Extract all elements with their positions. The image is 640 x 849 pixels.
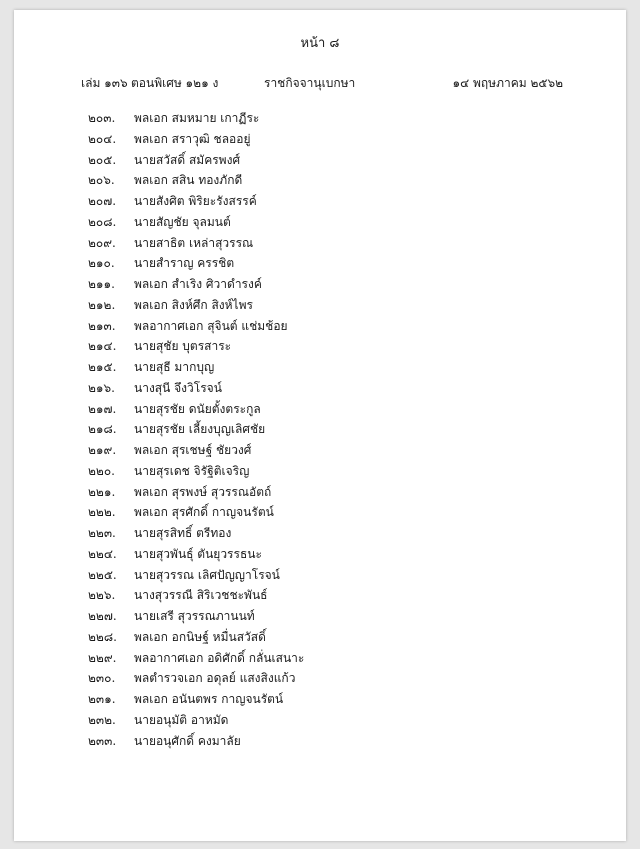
list-item [88, 170, 304, 191]
entry-name: นายสำราญ ครรชิต [134, 256, 235, 271]
list-item [88, 274, 304, 295]
entry-number: ๒๑๒. [88, 297, 116, 312]
entry-number: ๒๐๘. [88, 214, 117, 229]
entry-number: ๒๒๙. [88, 650, 117, 665]
entry-name: นางสุวรรณี สิริเวชชะพันธ์ [134, 588, 268, 603]
entry-name: นายสุรชัย เลี้ยงบุญเลิศชัย [134, 422, 266, 437]
entry-name: นายสังศิต พิริยะรังสรรค์ [134, 194, 257, 208]
entry-name: นายสัญชัย จุลมนต์ [134, 214, 231, 229]
list-item [88, 150, 304, 171]
entry-name: พลเอก สุรพงษ์ สุวรรณอัตถ์ [134, 484, 272, 499]
entry-name: นายสุวรรณ เลิศปัญญาโรจน์ [134, 567, 280, 582]
list-item [88, 585, 304, 606]
entry-number: ๒๑๗. [88, 401, 117, 416]
entry-number: ๒๒๕. [88, 567, 117, 582]
list-item [88, 482, 304, 503]
entry-name: พลเอก อนันตพร กาญจนรัตน์ [134, 692, 284, 706]
entry-name: นายอนุมัติ อาหมัด [134, 712, 229, 727]
entry-name: พลตำรวจเอก อดุลย์ แสงสิงแก้ว [134, 671, 296, 686]
entry-name: นายสุรสิทธิ์ ตรีทอง [134, 526, 232, 540]
list-item [88, 357, 304, 378]
list-item [88, 233, 304, 254]
entry-number: ๒๐๖. [88, 173, 115, 188]
entry-number: ๒๒๔. [88, 546, 117, 561]
list-item [88, 440, 304, 461]
entry-name: พลเอก สราวุฒิ ชลออยู่ [134, 131, 251, 146]
entry-name: พลเอก สุรเชษฐ์ ชัยวงศ์ [134, 443, 252, 457]
entry-number: ๒๒๖. [88, 588, 116, 603]
list-item [88, 461, 304, 482]
entry-name: พลเอก สสิน ทองภักดี [134, 173, 243, 188]
entry-name: นายสุรเดช จิรัฐิติเจริญ [134, 463, 250, 478]
entry-name: นายสวัสดิ์ สมัครพงศ์ [134, 152, 241, 167]
entry-number: ๒๓๐. [88, 671, 116, 686]
list-item [88, 502, 304, 523]
list-item [88, 731, 304, 752]
entry-name: นายสุชัย บุตรสาระ [134, 339, 232, 354]
entry-number: ๒๒๓. [88, 526, 116, 540]
entry-number: ๒๑๑. [88, 277, 115, 291]
entry-name: นางสุนี จึงวิโรจน์ [134, 380, 222, 395]
entry-name: นายสาธิต เหล่าสุวรรณ [134, 235, 254, 250]
volume-label: เล่ม ๑๓๖ [81, 76, 128, 90]
entry-name: พลเอก สำเริง ศิวาดำรงค์ [134, 277, 262, 291]
list-item [88, 627, 304, 648]
entry-number: ๒๑๔. [88, 339, 117, 354]
list-item [88, 253, 304, 274]
entry-name: นายอนุศักดิ์ คงมาลัย [134, 733, 241, 748]
entry-number: ๒๐๗. [88, 194, 117, 208]
entry-number: ๒๑๓. [88, 318, 116, 333]
entry-number: ๒๒๗. [88, 609, 117, 623]
list-item [88, 606, 304, 627]
entry-number: ๒๑๐. [88, 256, 115, 271]
entry-name: พลเอก อกนิษฐ์ หมื่นสวัสดิ์ [134, 629, 266, 644]
entry-number: ๒๑๘. [88, 422, 117, 437]
entry-name: พลเอก สิงห์ศึก สิงห์ไพร [134, 297, 253, 312]
entry-name: พลเอก สุรศักดิ์ กาญจนรัตน์ [134, 505, 274, 520]
entry-number: ๒๒๒. [88, 505, 116, 520]
list-item [88, 419, 304, 440]
list-item [88, 668, 304, 689]
list-item [88, 399, 304, 420]
list-item [88, 523, 304, 544]
list-item [88, 295, 304, 316]
page-number: หน้า ๘ [300, 36, 340, 51]
entry-number: ๒๐๕. [88, 152, 117, 167]
entry-number: ๒๐๓. [88, 111, 116, 125]
list-item [88, 336, 304, 357]
entry-name: พลเอก สมหมาย เกาฏีระ [134, 111, 260, 125]
entry-number: ๒๒๑. [88, 484, 116, 499]
entry-name: พลอากาศเอก อดิศักดิ์ กลั่นเสนาะ [134, 650, 305, 665]
list-item [88, 191, 304, 212]
name-list [88, 108, 304, 751]
list-item [88, 378, 304, 399]
entry-number: ๒๑๕. [88, 360, 117, 374]
entry-name: พลอากาศเอก สุจินต์ แช่มช้อย [134, 318, 288, 333]
document-page [14, 10, 626, 841]
entry-number: ๒๒๐. [88, 463, 115, 478]
entry-number: ๒๑๖. [88, 380, 115, 395]
entry-number: ๒๐๔. [88, 131, 117, 146]
list-item [88, 710, 304, 731]
special-section-label: ตอนพิเศษ ๑๒๑ ง [131, 76, 219, 90]
entry-number: ๒๑๙. [88, 443, 117, 457]
list-item [88, 129, 304, 150]
list-item [88, 544, 304, 565]
entry-number: ๒๓๑. [88, 692, 116, 706]
entry-name: นายสุรชัย ดนัยตั้งตระกูล [134, 401, 261, 416]
entry-name: นายเสรี สุวรรณภานนท์ [134, 609, 255, 623]
list-item [88, 212, 304, 233]
list-item [88, 648, 304, 669]
entry-name: นายสุวพันธุ์ ตันยุวรรธนะ [134, 546, 262, 561]
list-item [88, 565, 304, 586]
entry-number: ๒๓๓. [88, 733, 117, 748]
gazette-title: ราชกิจจานุเบกษา [264, 76, 356, 90]
list-item [88, 316, 304, 337]
list-item [88, 689, 304, 710]
entry-number: ๒๐๙. [88, 235, 116, 250]
entry-number: ๒๒๘. [88, 629, 117, 644]
entry-number: ๒๓๒. [88, 712, 116, 727]
entry-name: นายสุธี มากบุญ [134, 360, 215, 374]
list-item [88, 108, 304, 129]
publication-date: ๑๔ พฤษภาคม ๒๕๖๒ [452, 76, 563, 90]
